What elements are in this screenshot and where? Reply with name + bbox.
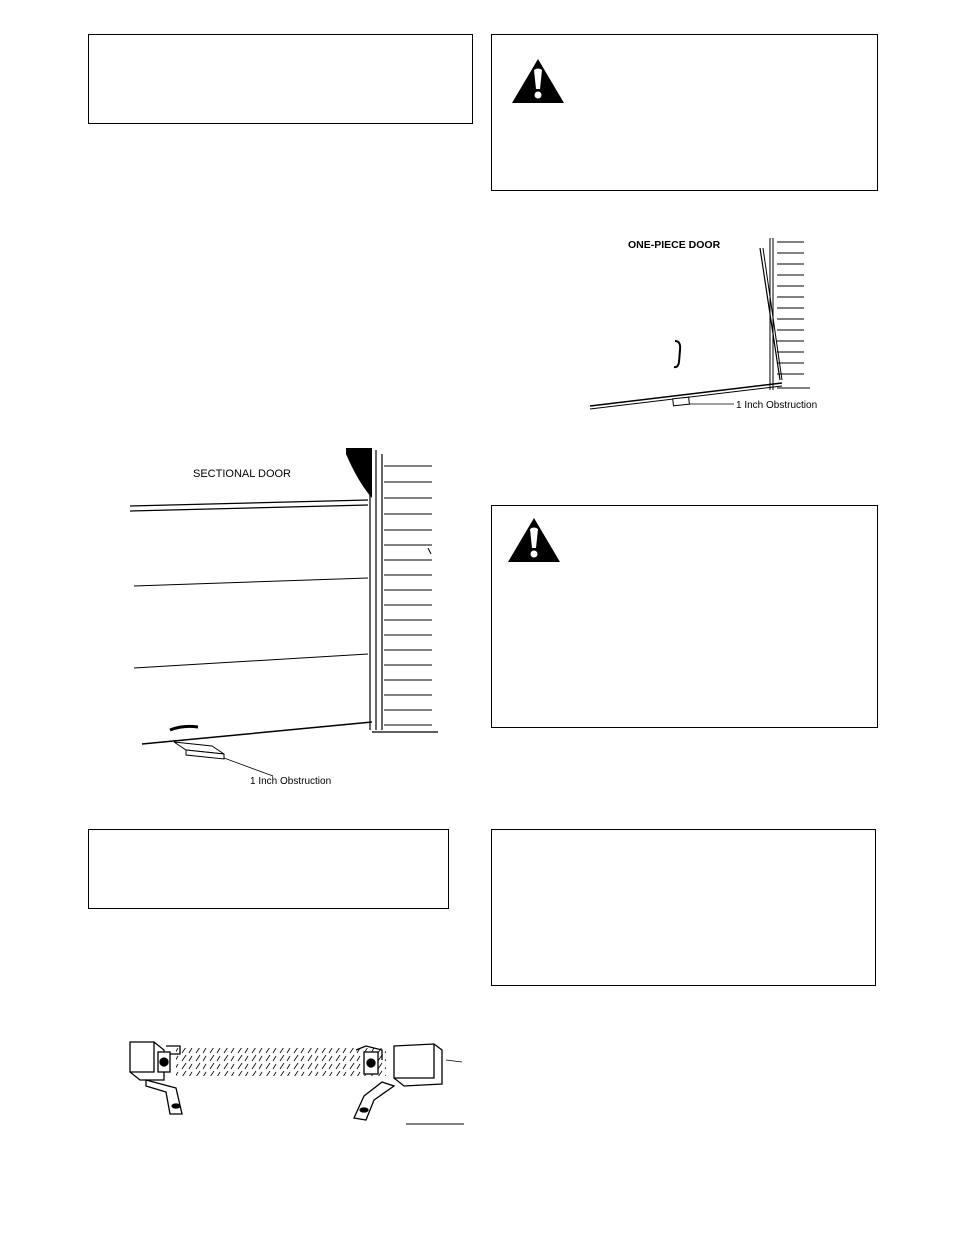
one-piece-obstruction-label: 1 Inch Obstruction bbox=[736, 400, 818, 411]
door-track bbox=[346, 448, 372, 498]
sectional-door-figure bbox=[128, 446, 443, 796]
notice-box-lower-right bbox=[491, 829, 876, 986]
door-handle bbox=[674, 341, 680, 367]
wall-siding bbox=[384, 466, 432, 725]
warning-icon bbox=[506, 516, 562, 564]
sectional-door-title: SECTIONAL DOOR bbox=[193, 468, 291, 480]
obstruction-block bbox=[174, 742, 224, 759]
notice-box-lower-left bbox=[88, 829, 449, 909]
obstruction-block bbox=[673, 397, 690, 406]
door-panel bbox=[590, 248, 782, 409]
warning-box-middle bbox=[491, 505, 878, 728]
one-piece-door-title: ONE-PIECE DOOR bbox=[628, 239, 721, 251]
right-sensor bbox=[354, 1044, 442, 1120]
warning-box-top bbox=[491, 34, 878, 191]
notice-box-top-left bbox=[88, 34, 473, 124]
door-handle bbox=[170, 726, 198, 730]
sensor-beam bbox=[176, 1048, 386, 1076]
sectional-obstruction-label: 1 Inch Obstruction bbox=[250, 776, 332, 787]
warning-icon bbox=[510, 57, 566, 105]
left-sensor bbox=[130, 1042, 182, 1114]
safety-sensors-figure bbox=[124, 1030, 469, 1130]
one-piece-door-figure bbox=[560, 228, 850, 428]
wall-siding bbox=[770, 238, 810, 390]
